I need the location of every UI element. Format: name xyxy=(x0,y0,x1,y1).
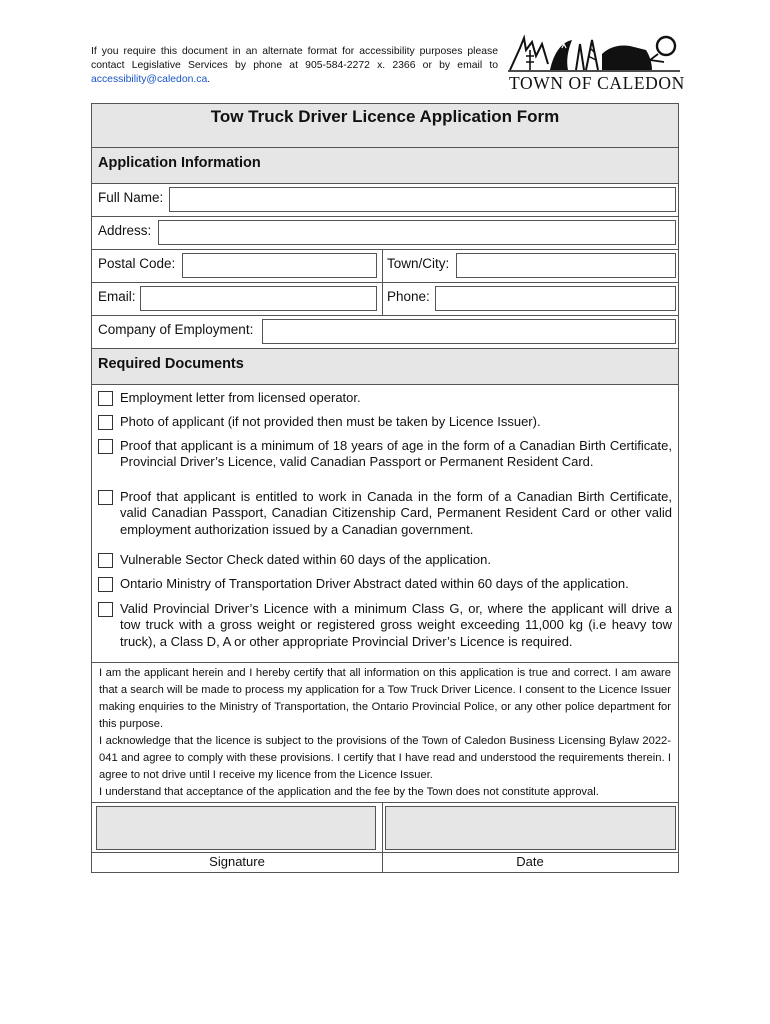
document-checkbox[interactable] xyxy=(98,490,113,505)
phone-input[interactable] xyxy=(435,286,676,311)
caledon-logo-icon xyxy=(506,34,682,74)
email-input[interactable] xyxy=(140,286,377,311)
certification-paragraph: I acknowledge that the licence is subject to the provisions of the Town of Caledon Business Licensing Bylaw 2022-041 and agree to comply with these provisions. I certify that I have read and understood the requirements therein. I agree to not drive until I receive my licence from the Licence Issuer. xyxy=(99,735,671,781)
required-documents-header xyxy=(92,349,678,385)
document-checkbox[interactable] xyxy=(98,415,113,430)
document-checkbox[interactable] xyxy=(98,602,113,617)
document-checkbox[interactable] xyxy=(98,439,113,454)
signature-label: Signature xyxy=(209,854,265,869)
certification-statement xyxy=(92,663,678,803)
company-row xyxy=(92,316,678,349)
document-checkbox[interactable] xyxy=(98,577,113,592)
address-label: Address: xyxy=(98,223,152,238)
column-divider xyxy=(382,283,383,315)
date-field[interactable] xyxy=(385,806,676,850)
document-checkbox[interactable] xyxy=(98,391,113,406)
form-title: Tow Truck Driver Licence Application Form xyxy=(210,107,560,126)
full-name-row xyxy=(92,184,678,217)
required-documents-title: Required Documents xyxy=(98,356,244,372)
application-info-header xyxy=(92,148,678,184)
date-label: Date xyxy=(516,854,544,869)
signature-field[interactable] xyxy=(96,806,376,850)
document-checkbox[interactable] xyxy=(98,553,113,568)
postal-code-label: Postal Code: xyxy=(98,256,176,271)
accessibility-email-link[interactable]: accessibility@caledon.ca xyxy=(91,74,208,85)
postal-town-row xyxy=(92,250,678,283)
email-label: Email: xyxy=(98,289,136,304)
accessibility-text: If you require this document in an alternate format for accessibility purposes please contact Legislative Services by phone at 905-584-2272 x. 2366 or by email to xyxy=(91,46,498,71)
accessibility-notice xyxy=(91,45,498,87)
document-text: Employment letter from licensed operator. xyxy=(120,390,361,405)
address-input[interactable] xyxy=(158,220,676,245)
email-phone-row xyxy=(92,283,678,316)
required-documents-list xyxy=(92,385,678,663)
certification-paragraph: I understand that acceptance of the application and the fee by the Town does not constitute approval. xyxy=(99,786,599,798)
phone-label: Phone: xyxy=(387,289,430,304)
company-label: Company of Employment: xyxy=(98,322,254,337)
town-city-input[interactable] xyxy=(456,253,676,278)
postal-code-input[interactable] xyxy=(182,253,377,278)
form-title-bar xyxy=(92,104,678,148)
full-name-label: Full Name: xyxy=(98,190,164,205)
company-input[interactable] xyxy=(262,319,676,344)
document-text: Proof that applicant is a minimum of 18 years of age in the form of a Canadian Birth Certificate, Provincial Driver’s Licence, valid Canadian Passport or Permanent Resident Card. xyxy=(120,438,672,470)
signature-divider xyxy=(92,852,678,853)
document-text: Vulnerable Sector Check dated within 60 days of the application. xyxy=(120,552,491,567)
document-text: Proof that applicant is entitled to work in Canada in the form of a Canadian Birth Certificate, valid Canadian Passport, Canadian Citizenship Card, Permanent Resident Card or other valid employment authorization issued by a Canadian government. xyxy=(120,489,672,537)
application-form xyxy=(91,103,679,873)
certification-paragraph: I am the applicant herein and I hereby certify that all information on this application is true and correct. I am aware that a search will be made to process my application for a Tow Truck Driver Licence. I consent to the Licence Issuer making enquiries to the Ministry of Transportation, the Ontario Provincial Police, or any other police department for this purpose. xyxy=(99,667,671,730)
document-text: Valid Provincial Driver’s Licence with a minimum Class G, or, where the applicant will drive a tow truck with a gross weight or registered gross weight exceeding 11,000 kg (i.e heavy tow truck), a Class D, A or other appropriate Provincial Driver’s Licence is required. xyxy=(120,601,672,649)
document-text: Photo of applicant (if not provided then must be taken by Licence Issuer). xyxy=(120,414,541,429)
document-text: Ontario Ministry of Transportation Driver Abstract dated within 60 days of the application. xyxy=(120,576,629,591)
full-name-input[interactable] xyxy=(169,187,676,212)
address-row xyxy=(92,217,678,250)
column-divider xyxy=(382,250,383,282)
logo-wordmark: TOWN OF CALEDON xyxy=(509,73,685,93)
town-city-label: Town/City: xyxy=(387,256,450,271)
town-of-caledon-logo xyxy=(506,34,685,94)
application-info-title: Application Information xyxy=(98,155,261,171)
accessibility-period: . xyxy=(207,74,211,85)
signature-section xyxy=(92,803,678,872)
